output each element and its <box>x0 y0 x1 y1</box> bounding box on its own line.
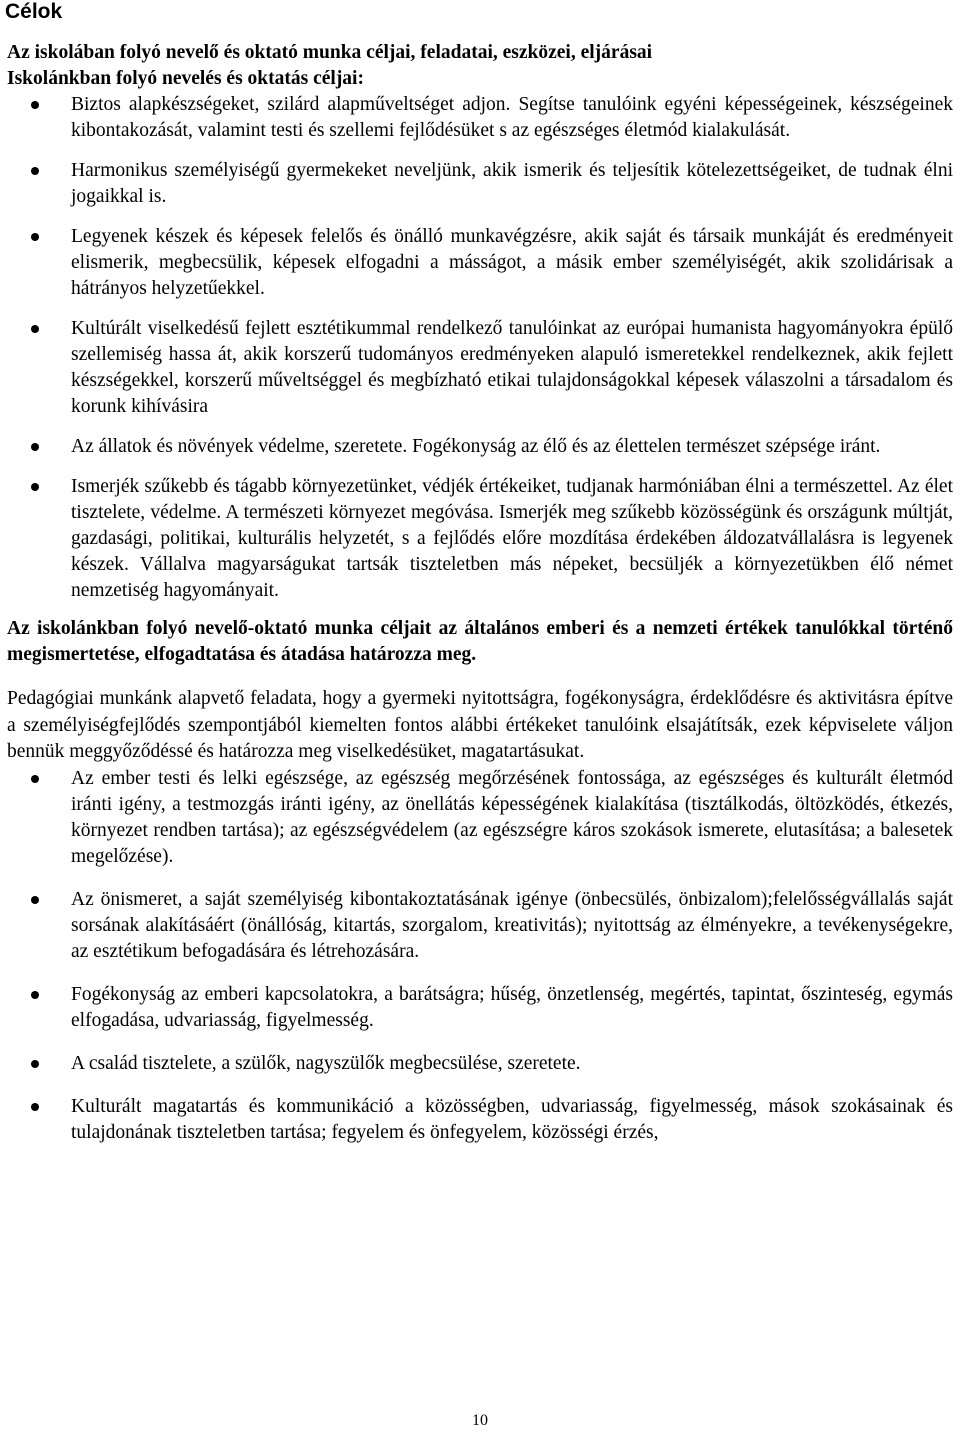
list-item-text: Az ember testi és lelki egészsége, az egészség megőrzésének fontossága, az egészséges és kulturált életmód iránti igény, a testmozgás iránti igény, az önellátás képességének kialakítása (tisztálkodás, öltözködés, étkezés, környezet rendben tartása); az egészségvédelem (az egészségre káros szokások ismerete, elutasítása; a balesetek megelőzése). <box>71 767 953 867</box>
body-paragraph: Pedagógiai munkánk alapvető feladata, hogy a gyermeki nyitottságra, fogékonyságra, érdeklődésre és aktivitásra építve a személyiségfejlődés szempontjából kiemelten fontos alábbi értékeket tanulóink elsajátítsák, ezek képviselete váljon bennük meggyőződéssé és határozza meg viselkedésüket, magatartásukat. <box>7 688 953 762</box>
list-item <box>7 224 953 302</box>
list-item <box>7 92 953 144</box>
bullet-icon <box>31 896 39 904</box>
list-item <box>7 1051 953 1077</box>
list-item-text: A család tisztelete, a szülők, nagyszülők megbecsülése, szeretete. <box>71 1052 581 1074</box>
list-item-text: Harmonikus személyiségű gyermekeket neveljünk, akik ismerik és teljesítik kötelezettségeiket, de tudnak élni jogaikkal is. <box>71 160 953 207</box>
list-item <box>7 474 953 604</box>
bullet-icon <box>31 443 39 451</box>
bullet-icon <box>31 101 39 109</box>
bold-paragraph: Az iskolánkban folyó nevelő-oktató munka céljait az általános emberi és a nemzeti értékek tanulókkal történő megismertetése, elfogadtatása és átadása határozza meg. <box>7 618 953 665</box>
list-item-text: Az állatok és növények védelme, szeretete. Fogékonyság az élő és az élettelen természet szépsége iránt. <box>71 436 881 457</box>
list-item-text: Az önismeret, a saját személyiség kibontakoztatásának igénye (önbecsülés, önbizalom);felelősségvállalás saját sorsának alakításáért (önállóság, kitartás, szorgalom, kreativitás); nyitottság az élményekre, a tevékenységekre, az esztétikum befogadására és létrehozására. <box>71 888 953 962</box>
bullet-icon <box>31 233 39 241</box>
list-item <box>7 316 953 420</box>
bullet-icon <box>31 775 39 783</box>
list-item <box>7 158 953 210</box>
bullet-icon <box>31 325 39 333</box>
bullet-icon <box>31 483 39 491</box>
list-item-text: Kultúrált viselkedésű fejlett esztétikummal rendelkező tanulóinkat az európai humanista hagyományokra épülő szellemiség hassa át, akik korszerű tudományos eredményeken alapuló ismeretekkel rendelkeznek, akik fejlett készségekkel, korszerű műveltséggel és megbízható etikai tulajdonságokkal képesek válaszolni a társadalom és korunk kihívásira <box>71 318 953 417</box>
goals-list <box>7 92 953 604</box>
list-item <box>7 982 953 1034</box>
subsection-heading: Iskolánkban folyó nevelés és oktatás céljai: <box>7 68 364 89</box>
list-item <box>7 434 953 460</box>
values-list <box>7 766 953 1146</box>
list-item <box>7 887 953 965</box>
list-item <box>7 1094 953 1146</box>
bullet-icon <box>31 1060 39 1068</box>
bullet-icon <box>31 991 39 999</box>
list-item-text: Legyenek készek és képesek felelős és önálló munkavégzésre, akik saját és társaik munkáját és eredményeit elismerik, megbecsülik, képesek elfogadni a másságot, a másik ember személyiségét, akik szolidárisak a hátrányos helyzetűekkel. <box>71 226 953 299</box>
list-item-text: Ismerjék szűkebb és tágabb környezetünket, védjék értékeiket, tudjanak harmóniában élni a természettel. Az élet tisztelete, védelme. A természeti környezet megóvása. Ismerjék meg szűkebb közösségünk és országunk múltját, gazdasági, politikai, kulturális helyzetét, s a fejlődés előre mozdítása érdekében áldozatvállalásra is legyenek készek. Vállalva magyarságukat tartsák tiszteletben más népeket, becsüljék a környezetükben élő német nemzetiség hagyományait. <box>71 476 953 601</box>
list-item-text: Kulturált magatartás és kommunikáció a közösségben, udvariasság, figyelmesség, mások szokásainak és tulajdonának tiszteletben tartása; fegyelem és önfegyelem, közösségi érzés, <box>71 1095 953 1143</box>
section-heading: Az iskolában folyó nevelő és oktató munka céljai, feladatai, eszközei, eljárásai <box>7 42 653 63</box>
page-number: 10 <box>472 1412 488 1429</box>
list-item <box>7 766 953 870</box>
bullet-icon <box>31 167 39 175</box>
bullet-icon <box>31 1103 39 1111</box>
list-item-text: Fogékonyság az emberi kapcsolatokra, a barátságra; hűség, önzetlenség, megértés, tapintat, őszinteség, egymás elfogadása, udvariasság, figyelmesség. <box>71 983 953 1031</box>
page-title: Célok <box>5 0 63 23</box>
list-item-text: Biztos alapkészségeket, szilárd alapműveltséget adjon. Segítse tanulóink egyéni képességeinek, készségeinek kibontakozását, valamint testi és szellemi fejlődésüket s az egészséges életmód kialakulását. <box>71 94 953 141</box>
